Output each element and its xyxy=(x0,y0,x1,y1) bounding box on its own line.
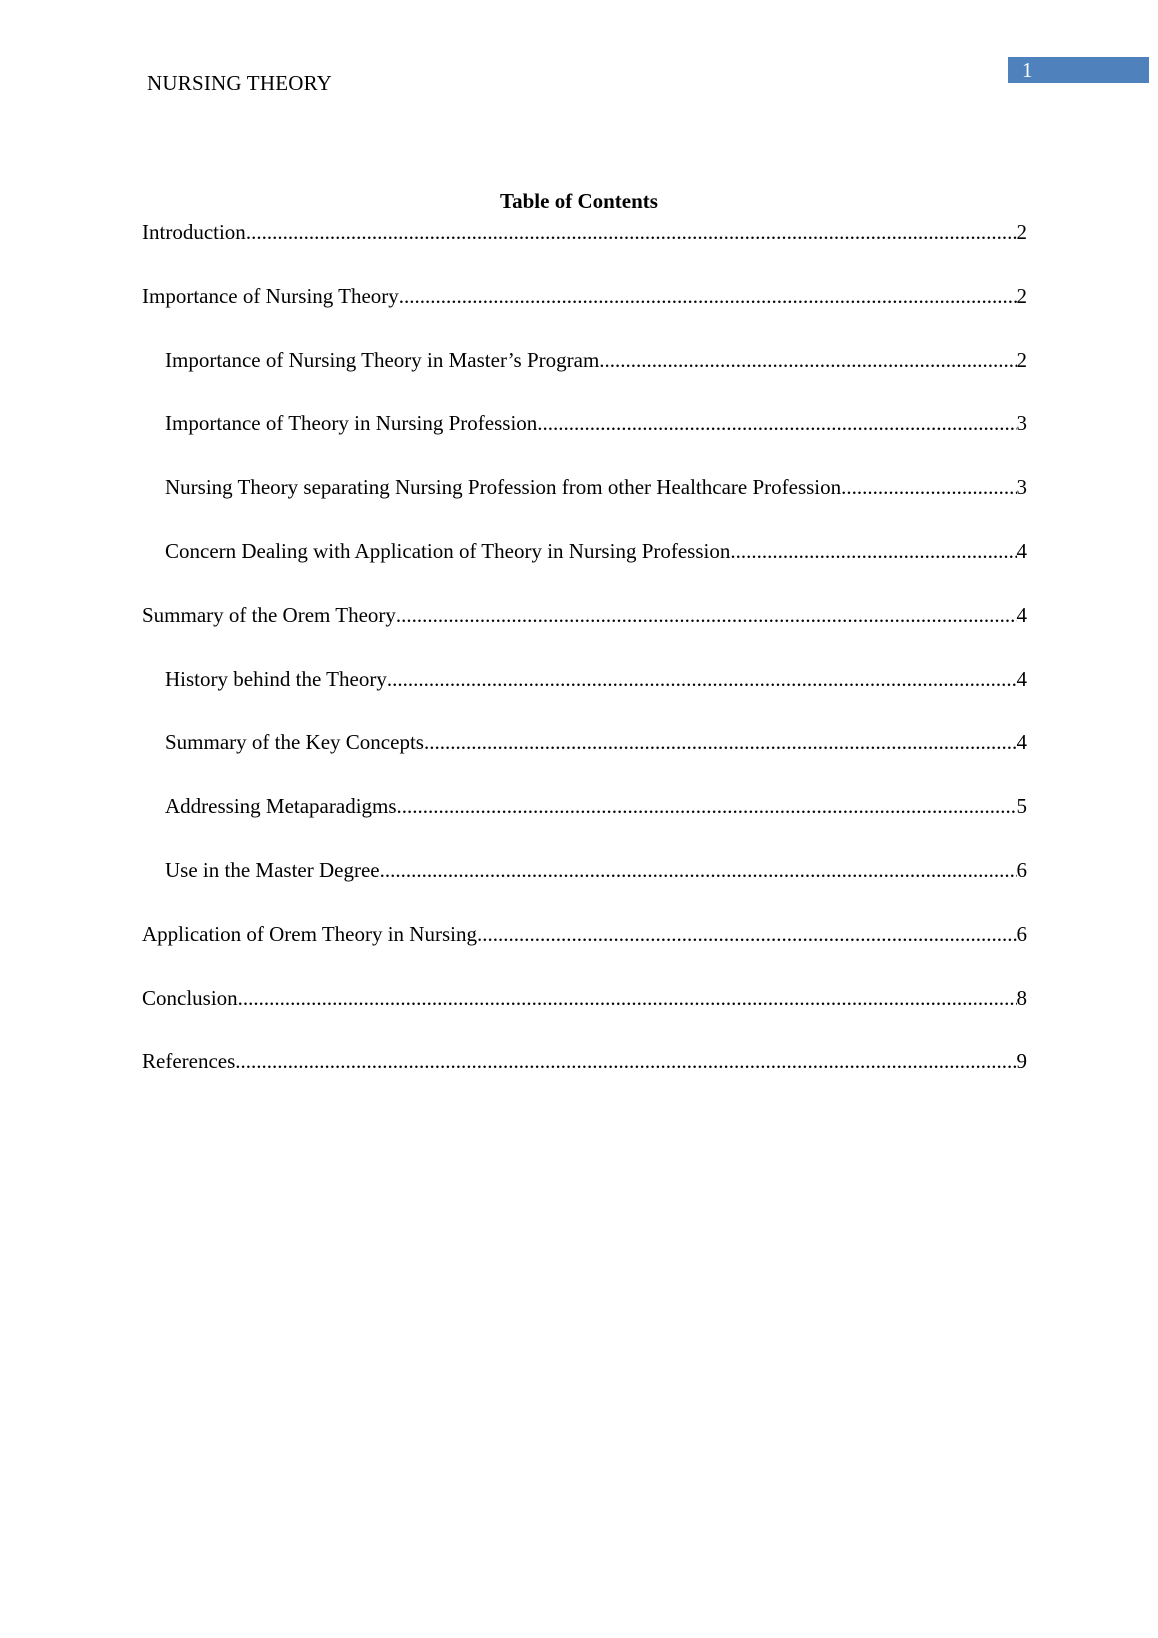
toc-entry-page: 3 xyxy=(1016,475,1027,500)
toc-list xyxy=(142,219,1027,1112)
dot-leader xyxy=(399,283,1017,309)
dot-leader xyxy=(238,985,1017,1011)
toc-entry-page: 2 xyxy=(1016,347,1027,372)
toc-entry-page: 9 xyxy=(1016,1049,1027,1074)
dot-leader xyxy=(537,410,1016,436)
toc-entry[interactable] xyxy=(142,666,1027,730)
toc-entry-page: 4 xyxy=(1016,730,1027,755)
toc-entry-page: 5 xyxy=(1016,794,1027,819)
dot-leader xyxy=(841,474,1016,500)
dot-leader xyxy=(246,219,1017,245)
toc-entry-page: 6 xyxy=(1016,857,1027,882)
toc-entry-label: Importance of Theory in Nursing Profession xyxy=(165,411,538,436)
dot-leader xyxy=(235,1048,1016,1074)
dot-leader xyxy=(730,538,1016,564)
toc-entry-page: 2 xyxy=(1016,283,1027,308)
toc-entry[interactable] xyxy=(142,921,1027,985)
dot-leader xyxy=(380,857,1017,883)
toc-entry-label: Importance of Nursing Theory in Master’s Program xyxy=(165,347,600,372)
dot-leader xyxy=(424,729,1017,755)
toc-entry-label: History behind the Theory xyxy=(165,666,387,691)
toc-entry-page: 4 xyxy=(1016,538,1027,563)
toc-entry[interactable] xyxy=(142,793,1027,857)
toc-entry-label: Introduction xyxy=(142,220,246,244)
toc-entry-page: 6 xyxy=(1016,921,1027,946)
toc-entry[interactable] xyxy=(142,347,1027,411)
toc-entry[interactable] xyxy=(142,602,1027,666)
toc-entry[interactable] xyxy=(142,538,1027,602)
toc-entry[interactable] xyxy=(142,219,1027,283)
page-number: 1 xyxy=(1022,58,1033,82)
dot-leader xyxy=(396,602,1017,628)
toc-entry-label: Summary of the Orem Theory xyxy=(142,602,396,627)
page-number-badge xyxy=(1008,57,1149,83)
toc-entry-label: Conclusion xyxy=(142,985,238,1010)
toc-entry-label: Importance of Nursing Theory xyxy=(142,283,399,308)
toc-entry-label: Addressing Metaparadigms xyxy=(165,794,397,819)
dot-leader xyxy=(397,793,1017,819)
running-head: NURSING THEORY xyxy=(147,71,333,95)
toc-title: Table of Contents xyxy=(500,189,658,213)
toc-entry-page: 8 xyxy=(1016,985,1027,1010)
toc-entry-label: Nursing Theory separating Nursing Profession from other Healthcare Profession xyxy=(165,475,842,500)
toc-entry[interactable] xyxy=(142,857,1027,921)
toc-entry[interactable] xyxy=(142,1048,1027,1112)
toc-entry-label: Concern Dealing with Application of Theory in Nursing Profession xyxy=(165,538,731,563)
toc-entry-label: Use in the Master Degree xyxy=(165,857,380,882)
toc-entry-label: References xyxy=(142,1049,236,1074)
toc-entry-page: 4 xyxy=(1016,666,1027,691)
toc-entry[interactable] xyxy=(142,729,1027,793)
dot-leader xyxy=(387,666,1017,692)
toc-entry[interactable] xyxy=(142,474,1027,538)
toc-entry-label: Summary of the Key Concepts xyxy=(165,730,424,755)
toc-entry[interactable] xyxy=(142,283,1027,347)
toc-entry[interactable] xyxy=(142,985,1027,1049)
toc-entry-page: 2 xyxy=(1016,220,1027,244)
dot-leader xyxy=(477,921,1017,947)
toc-entry-label: Application of Orem Theory in Nursing xyxy=(142,921,477,946)
dot-leader xyxy=(599,347,1016,373)
toc-entry-page: 4 xyxy=(1016,602,1027,627)
toc-entry-page: 3 xyxy=(1016,411,1027,436)
toc-entry[interactable] xyxy=(142,410,1027,474)
